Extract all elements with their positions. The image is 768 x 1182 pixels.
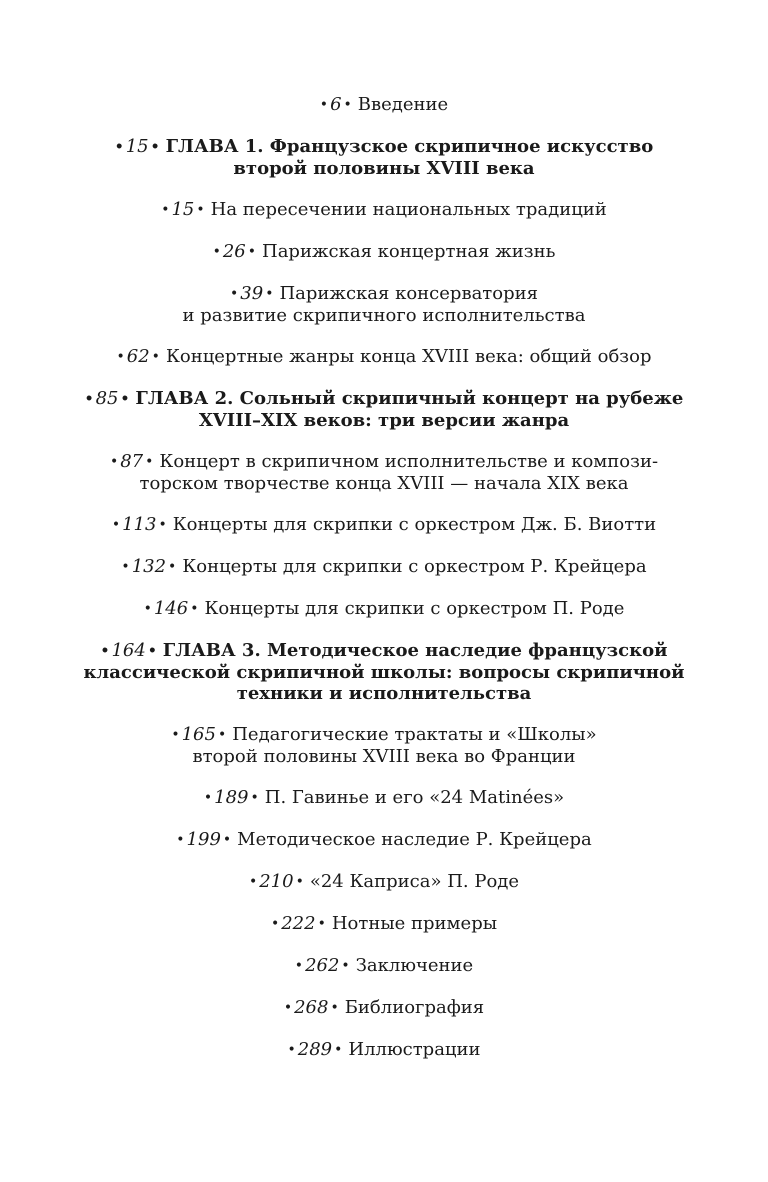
bullet-dot: • [250,790,259,806]
toc-title-line: второй половины XVIII века [233,158,535,179]
toc-page-number: 210 [259,871,294,892]
toc-title-line: Концерты для скрипки с оркестром Дж. Б. Виотти [172,514,657,535]
toc-entry [80,346,688,368]
bullet-dot: • [116,349,125,365]
toc-title-line: техники и исполнительства [236,683,532,704]
toc-page-number: 268 [294,997,329,1018]
toc-title-line: Иллюстрации [348,1039,481,1060]
toc-title-line: ГЛАВА 2. Сольный скрипичный концерт на рубеже [135,388,684,409]
toc-entry [80,199,688,221]
bullet-dot: • [150,139,160,155]
bullet-dot: • [230,286,239,302]
toc-page-number: 39 [240,283,264,304]
toc-page-number: 289 [297,1039,333,1060]
toc-title-line: Парижская концертная жизнь [262,241,556,262]
bullet-dot: • [168,559,177,575]
bullet-dot: • [317,916,326,932]
toc-title-line: и развитие скрипичного исполнительства [182,305,586,326]
toc-page-number: 164 [111,640,146,661]
toc-page-number: 87 [120,451,144,472]
table-of-contents [80,94,688,1081]
toc-entry [80,829,688,851]
bullet-dot: • [330,1000,339,1016]
toc-page-number: 262 [305,955,340,976]
toc-page-number: 62 [126,346,150,367]
bullet-dot: • [319,97,329,113]
bullet-dot: • [190,601,199,617]
bullet-dot: • [212,244,221,260]
toc-entry [80,514,688,536]
bullet-dot: • [111,517,121,533]
bullet-dot: • [145,454,154,470]
bullet-dot: • [84,391,94,407]
toc-title-line: Парижская консерватория [279,283,538,304]
toc-chapter-entry [80,136,688,179]
toc-title-line: Заключение [355,955,474,976]
bullet-dot: • [295,874,304,890]
bullet-dot: • [248,874,258,890]
toc-page-number: 113 [122,514,157,535]
bullet-dot: • [270,916,280,932]
bullet-dot: • [143,601,152,617]
toc-entry [80,1039,688,1061]
toc-entry [80,955,688,977]
toc-title-line: Концерт в скрипичном исполнительстве и компози- [159,451,659,472]
toc-title-line: П. Гавинье и его «24 Matinées» [264,787,565,808]
bullet-dot: • [341,958,350,974]
bullet-dot: • [247,244,256,260]
bullet-dot: • [158,517,167,533]
toc-entry [80,787,688,809]
bullet-dot: • [151,349,160,365]
bullet-dot: • [196,202,205,218]
bullet-dot: • [100,643,110,659]
toc-entry [80,724,688,767]
bullet-dot: • [294,958,304,974]
toc-title-line: Концерты для скрипки с оркестром П. Роде [204,598,625,619]
toc-title-line: Методическое наследие Р. Крейцера [237,829,592,850]
toc-title-line: На пересечении национальных традиций [210,199,607,220]
toc-title-line: «24 Каприса» П. Роде [309,871,520,892]
toc-title-line: Концертные жанры конца XVIII века: общий обзор [165,346,652,367]
toc-page-number: 146 [153,598,189,619]
bullet-dot: • [283,1000,293,1016]
toc-page-number: 199 [186,829,221,850]
bullet-dot: • [343,97,352,113]
bullet-dot: • [176,832,185,848]
toc-title-line: ГЛАВА 1. Французское скрипичное искусство [165,136,654,157]
bullet-dot: • [109,454,119,470]
toc-page-number: 6 [330,94,342,115]
bullet-dot: • [334,1042,343,1058]
bullet-dot: • [121,559,130,575]
bullet-dot: • [222,832,232,848]
bullet-dot: • [114,139,124,155]
toc-page-number: 15 [171,199,195,220]
toc-title-line: Библиография [344,997,485,1018]
toc-chapter-entry [80,640,688,704]
toc-entry [80,241,688,263]
toc-entry [80,94,688,116]
toc-entry [80,451,688,494]
toc-title-line: Введение [357,94,449,115]
toc-title-line: классической скрипичной школы: вопросы скрипичной [83,662,685,683]
bullet-dot: • [147,643,157,659]
toc-page-number: 26 [222,241,246,262]
bullet-dot: • [265,286,274,302]
toc-page-number: 189 [214,787,249,808]
toc-page-number: 222 [281,913,316,934]
toc-entry [80,871,688,893]
toc-entry [80,283,688,326]
bullet-dot: • [161,202,170,218]
toc-title-line: Педагогические трактаты и «Школы» [232,724,597,745]
toc-page-number: 132 [131,556,167,577]
toc-page-number: 165 [181,724,216,745]
toc-entry [80,556,688,578]
bullet-dot: • [120,391,130,407]
toc-title-line: Концерты для скрипки с оркестром Р. Крейцера [182,556,647,577]
toc-title-line: второй половины XVIII века во Франции [192,746,576,767]
bullet-dot: • [171,727,180,743]
toc-page-number: 85 [95,388,119,409]
bullet-dot: • [217,727,227,743]
bullet-dot: • [203,790,213,806]
toc-title-line: ГЛАВА 3. Методическое наследие французской [162,640,668,661]
toc-entry [80,598,688,620]
toc-page-number: 15 [125,136,149,157]
toc-title-line: XVIII–XIX веков: три версии жанра [198,410,570,431]
toc-title-line: торском творчестве конца XVIII — начала XIX века [139,473,629,494]
toc-entry [80,913,688,935]
toc-entry [80,997,688,1019]
bullet-dot: • [287,1042,296,1058]
toc-chapter-entry [80,388,688,431]
toc-title-line: Нотные примеры [331,913,498,934]
